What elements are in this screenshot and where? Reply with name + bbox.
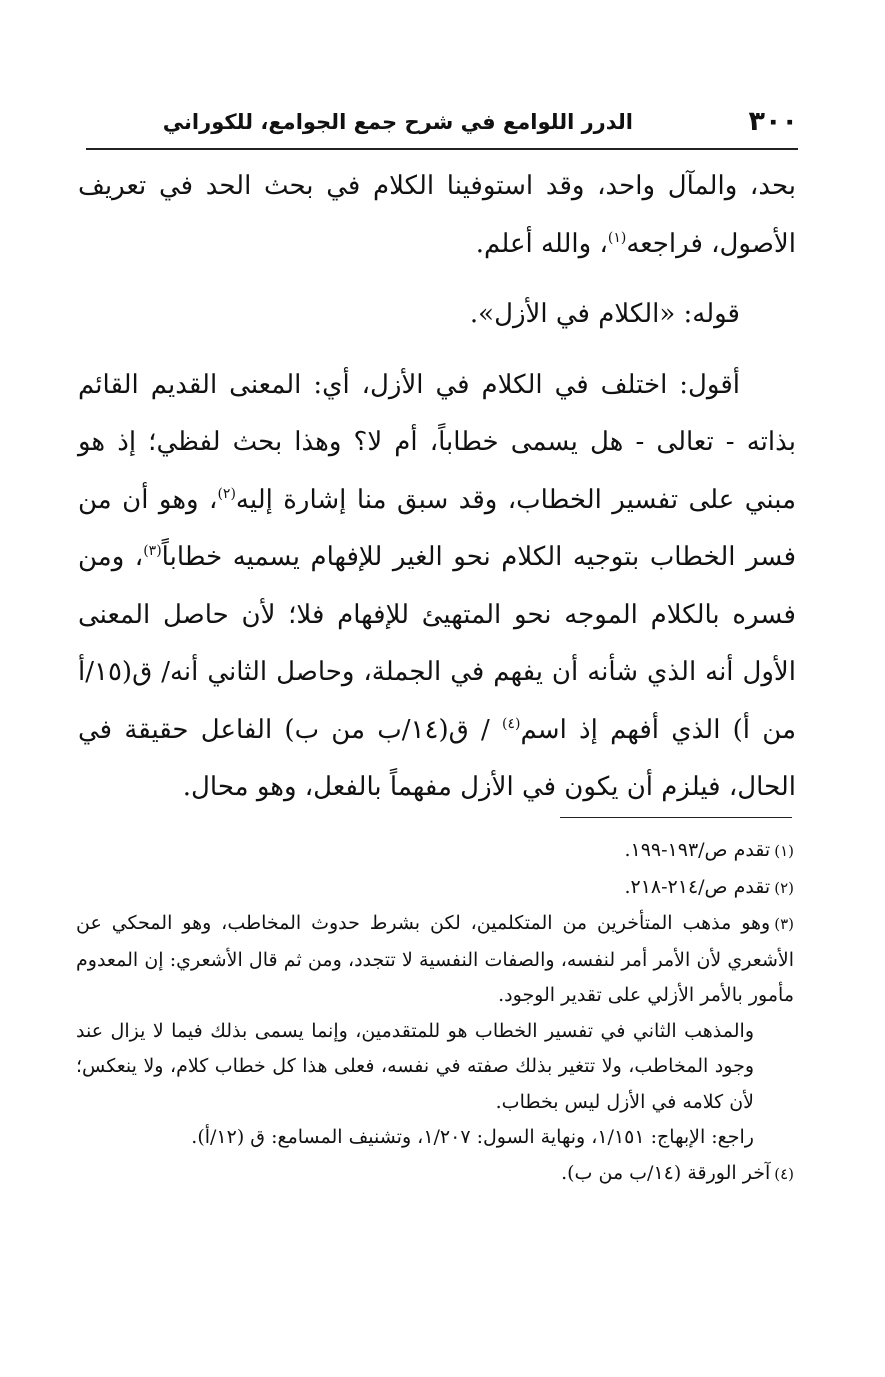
footnote-continuation: راجع: الإبهاج: ١/١٥١، ونهاية السول: ١/٢٠٧، وتشنيف المسامع: ق (١٢/أ). [191, 1126, 754, 1148]
footnote [76, 870, 794, 907]
paragraph [78, 158, 796, 273]
footnote [76, 1156, 794, 1193]
footnote-number: (٤) [774, 1164, 794, 1183]
footnote-text: وهو مذهب المتأخرين من المتكلمين، لكن بشرط حدوث المخاطب، وهو المحكي عن الأشعري لأن الأمر أمر لنفسه، والصفات النفسية لا تتجدد، ومن ثم قال الأشعري: إن المعدوم مأمور بالأمر الأزلي على تقدير الوجود. [76, 912, 794, 1006]
paragraph-text: أقول: اختلف في الكلام في الأزل، أي: المعنى القديم القائم بذاته - تعالى - هل يسمى خطاباً، أم لا؟ وهذا بحث لفظي؛ إذ هو مبني على تفسير الخطاب، وقد سبق منا إشارة إليه [78, 369, 797, 515]
footnote [76, 833, 794, 870]
paragraph-text: ، ومن فسره بالكلام الموجه نحو المتهيئ للإفهام فلا؛ لأن حاصل المعنى الأول أنه الذي شأنه أن يفهم في الجملة، وحاصل الثاني أنه/ ق(١٥/أ من أ) الذي أفهم إذ اسم [78, 542, 797, 745]
footnote-text: آخر الورقة (١٤/ب من ب). [561, 1161, 771, 1184]
paragraph: قوله: «الكلام في الأزل». [469, 299, 740, 329]
running-title: الدرر اللوامع في شرح جمع الجوامع، للكوراني [162, 110, 633, 134]
paragraph-text: ، والله أعلم. [475, 228, 608, 259]
main-text [78, 158, 796, 817]
footnote-text: تقدم ص/١٩٣-١٩٩. [624, 839, 771, 861]
page-header [86, 104, 798, 150]
footnote-ref[interactable]: (١) [607, 229, 627, 246]
page-number: ٣٠٠ [748, 106, 798, 137]
paragraph-text: / ق(١٤/ب من ب) الفاعل حقيقة في الحال، فيلزم أن يكون في الأزل مفهماً بالفعل، وهو محال. [78, 714, 796, 802]
footnote-number: (٣) [774, 915, 794, 933]
footnote-text: تقدم ص/٢١٤-٢١٨. [624, 875, 771, 898]
paragraph-text: ، وهو أن من فسر الخطاب بتوجيه الكلام نحو الغير للإفهام يسميه خطاباً [78, 484, 796, 572]
paragraph-text: بحد، والمآل واحد، وقد استوفينا الكلام في بحث الحد في تعريف الأصول، فراجعه [78, 171, 796, 259]
footnote [76, 906, 794, 1014]
footnote-divider [560, 817, 792, 818]
footnote-continuation: والمذهب الثاني في تفسير الخطاب هو للمتقدمين، وإنما يسمى بذلك فيما لا يزال عند وجود المخاطب، ولا تتغير بذلك صفته في نفسه، فعلى هذا كل خطاب كلام، ولا ينعكس؛ لأن كلامه في الأزل ليس بخطاب. [76, 1019, 754, 1113]
footnote-ref[interactable]: (٤) [502, 715, 521, 732]
footnotes [76, 833, 794, 1192]
footnote-ref[interactable]: (٢) [217, 485, 236, 502]
footnote-ref[interactable]: (٣) [143, 543, 162, 559]
footnote-number: (١) [774, 842, 794, 860]
paragraph [78, 357, 796, 817]
footnote-number: (٢) [774, 878, 794, 897]
